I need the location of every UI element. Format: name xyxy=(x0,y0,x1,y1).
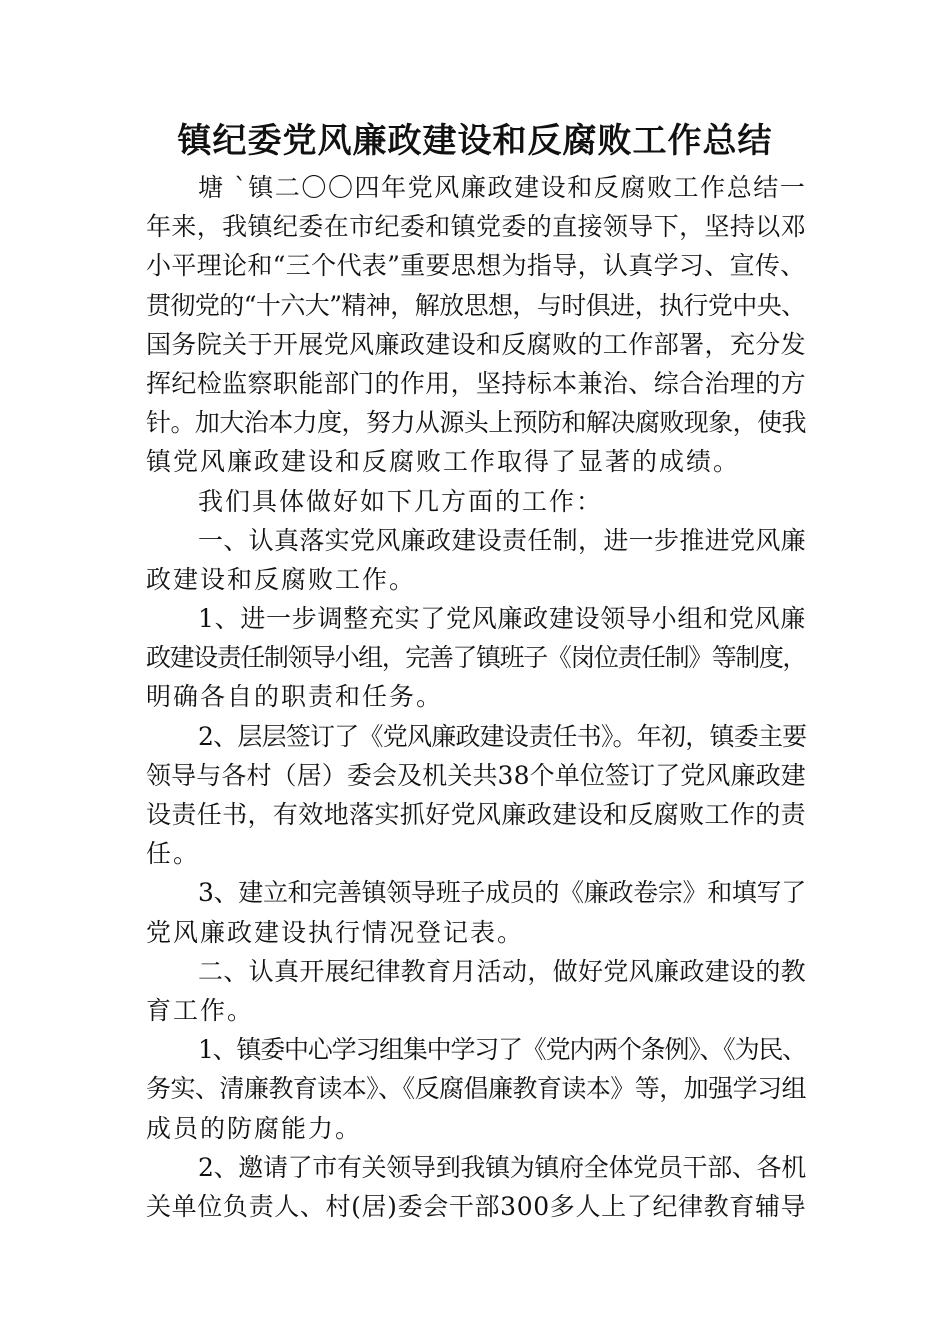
text-line: 挥纪检监察职能部门的作用，坚持标本兼治、综合治理的方 xyxy=(146,368,807,398)
text-line: 务实、清廉教育读本》、《反腐倡廉教育读本》等，加强学习组 xyxy=(146,1074,807,1104)
text-line: 贯彻党的“十六大”精神，解放思想，与时俱进，执行党中央、 xyxy=(146,290,806,320)
text-line: 二、认真开展纪律教育月活动，做好党风廉政建设的教 xyxy=(198,956,807,986)
text-line: 年来，我镇纪委在市纪委和镇党委的直接领导下，坚持以邓 xyxy=(146,212,807,242)
text-line: 党风廉政建设执行情况登记表。 xyxy=(146,917,525,947)
paragraph xyxy=(146,717,806,874)
paragraph xyxy=(146,482,806,521)
text-line: 育工作。 xyxy=(146,995,255,1025)
text-line: 小平理论和“三个代表”重要思想为指导，认真学习、宣传、 xyxy=(146,251,806,281)
paragraph xyxy=(146,521,806,599)
text-line: 国务院关于开展党风廉政建设和反腐败的工作部署，充分发 xyxy=(146,329,807,359)
text-line: 2、邀请了市有关领导到我镇为镇府全体党员干部、各机 xyxy=(198,1152,806,1182)
paragraph xyxy=(146,168,806,482)
text-line: 政建设责任制领导小组，完善了镇班子《岗位责任制》等制度， xyxy=(146,643,807,673)
text-line: 明确各自的职责和任务。 xyxy=(146,682,444,712)
paragraph xyxy=(146,873,806,951)
text-line: 成员的防腐能力。 xyxy=(146,1113,363,1143)
text-line: 一、认真落实党风廉政建设责任制，进一步推进党风廉 xyxy=(198,525,807,555)
text-line: 设责任书，有效地落实抓好党风廉政建设和反腐败工作的责 xyxy=(146,800,807,829)
paragraph xyxy=(146,1030,806,1148)
paragraph xyxy=(146,599,806,717)
text-line: 塘 `镇二〇〇四年党风廉政建设和反腐败工作总结一 xyxy=(198,173,807,202)
text-line: 关单位负责人、村(居)委会干部300多人上了纪律教育辅导 xyxy=(146,1191,807,1221)
text-line: 政建设和反腐败工作。 xyxy=(146,564,417,594)
text-line: 镇党风廉政建设和反腐败工作取得了显著的成绩。 xyxy=(146,447,741,477)
text-line: 任。 xyxy=(146,839,201,869)
text-line: 针。加大治本力度，努力从源头上预防和解决腐败现象，使我 xyxy=(146,408,807,438)
document-title: 镇纪委党风廉政建设和反腐败工作总结 xyxy=(177,121,773,161)
document-body xyxy=(146,168,806,1226)
text-line: 1、进一步调整充实了党风廉政建设领导小组和党风廉 xyxy=(198,604,806,634)
text-line: 3、建立和完善镇领导班子成员的《廉政卷宗》和填写了 xyxy=(198,878,806,908)
text-line: 1、镇委中心学习组集中学习了《党内两个条例》、《为民、 xyxy=(198,1035,806,1065)
text-line: 2、层层签订了《党风廉政建设责任书》。年初，镇委主要 xyxy=(198,721,807,751)
paragraph xyxy=(146,952,806,1030)
paragraph xyxy=(146,1148,806,1226)
text-line: 领导与各村（居）委会及机关共38个单位签订了党风廉政建 xyxy=(146,760,806,790)
text-line: 我们具体做好如下几方面的工作： xyxy=(198,486,604,516)
